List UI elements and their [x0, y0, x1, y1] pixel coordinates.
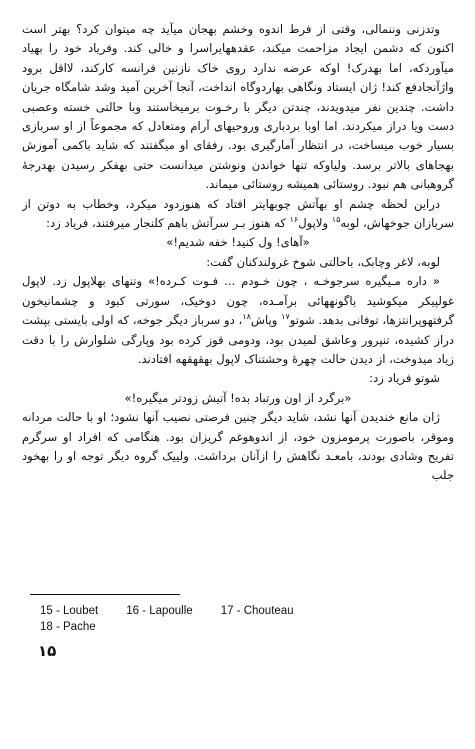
footnote-entry: 17 - Chouteau [220, 605, 294, 617]
footnote-row [40, 603, 450, 619]
paragraph-text: « داره مـیگیره سرجوخـه ، چون خـودم ... فـوت کـرده!» وتنهای بهلاپول زد. لاپول غولپیکر میکوشید باگونههائی برآمـده، چون دوخیک، سورتی کبود و چشمانیخون گرفتهوپرانتزها، توفانی بدهد. شوتو [22, 274, 454, 328]
paragraph-text: وتدزنی وننمالی، وقتی از فرط اندوه وخشم بهجان میآید چه میتوان کرد؟ بهتر است اکنون که دشمن ایجاد مزاحمت میکند، عقدههایراسرا و خالی کند. وفریاد خود را بهیاد میآوردکه، اما بهدرک! اوکه عرضه ندارد روی خاک نازنین فرانسه کارکند، لااقل برود واژآنجادفع کند! ژان ایستاد ونگاهی بهاردوگاه انداخت، آنجا آخرین آمید وشد شامگاه جریان داشت. چندین نفر میدویدند، چندتن دیگر با رخـوت برمیخاستند وبا حالتی خسته وعصبی دست ویا دراز میکردند. اما اوبا بردباری وروحیهای آرام ومتعادل که مجموعاً از او سربازی بسیار خوب میساخت، در انتظار آمارگیری بود. رفقای او میگفتند که شاید باکمی آموزش بهجاهای بالاتر برسد. ولیاوکه تنها خواندن ونوشتن میدانست حتی بهفکر رسیدن بهدرجهٔ گروهبانی هم نبود. روستائی همیشه روستائی میماند. [22, 22, 454, 192]
footnote-entry: 18 - Pache [40, 621, 96, 633]
paragraph-text: دراین لحظه چشم او بهآتش چوبهایتر افتاد که هنوزدود میکرد، وخطاب به دوتن از سربازان جوخهاش، لوبه [22, 196, 454, 231]
paragraph [22, 195, 454, 234]
footnote-marker: ۱۶ [289, 215, 299, 225]
footnote-row [40, 619, 450, 635]
page-number: ۱۵ [38, 642, 57, 660]
paragraph-text: شوتو فریاد زد: [369, 371, 440, 386]
footnote-entry: 15 - Loubet [40, 605, 99, 617]
book-page [22, 20, 454, 670]
paragraph-text: ، دو سرباز دیگر جوخه، که اولی بایستی بپشت دراز کشیده، تنپرور وعاشق لمیدن بود، ودومی قوز کرده بود وپارگی شلوارش را با دقت زیاد میدوخت، از دیدن حالت چهرهٔ وحشتناک لاپول بهقهقهه افتادند. [22, 313, 454, 366]
paragraph-text: وپاش [250, 313, 282, 328]
paragraph [22, 272, 454, 369]
paragraph-text: «آهای! ول کنید! خفه شدیم!» [166, 235, 310, 250]
paragraph-text: «برگرد از اون ورتباد بده! آتیش زودتر میگیره!» [124, 390, 352, 405]
footnote-entry: 16 - Lapoulle [126, 605, 193, 617]
footnotes [40, 603, 450, 635]
paragraph [22, 389, 454, 408]
paragraph [22, 408, 454, 486]
paragraph [22, 253, 454, 272]
footnote-marker: ۱۷ [281, 312, 290, 322]
footnote-marker: ۱۸ [242, 312, 251, 322]
paragraph [22, 20, 454, 195]
paragraph-text: ژان مانع خندیدن آنها نشد، شاید دیگر چنین فرصتی نصیب آنها نشود؛ او با حالت مردانه وموقر، باصورت پرمومزون خود، از اندوهوغم گریزان بود. هنگامی که افراد او سرگرم تفریح وشادی بودند، بامعـد نگاهش را ازآنان برداشت. ولییک گروه دیگر توجه او را بهخود جلب [22, 410, 454, 483]
body-text [22, 20, 454, 486]
paragraph-text: ولاپول [298, 216, 332, 231]
paragraph-text: که هنوز بـر سرآتش باهم کلنجار میرفتند، فریاد زد: [46, 216, 290, 231]
paragraph-text: لوبه، لاغر وچابک، باحالتی شوخ غرولندکنان گفت: [206, 254, 440, 269]
paragraph [22, 369, 454, 388]
paragraph [22, 233, 454, 252]
footnote-marker: ۱۵ [331, 215, 341, 225]
footnote-divider [30, 594, 180, 595]
